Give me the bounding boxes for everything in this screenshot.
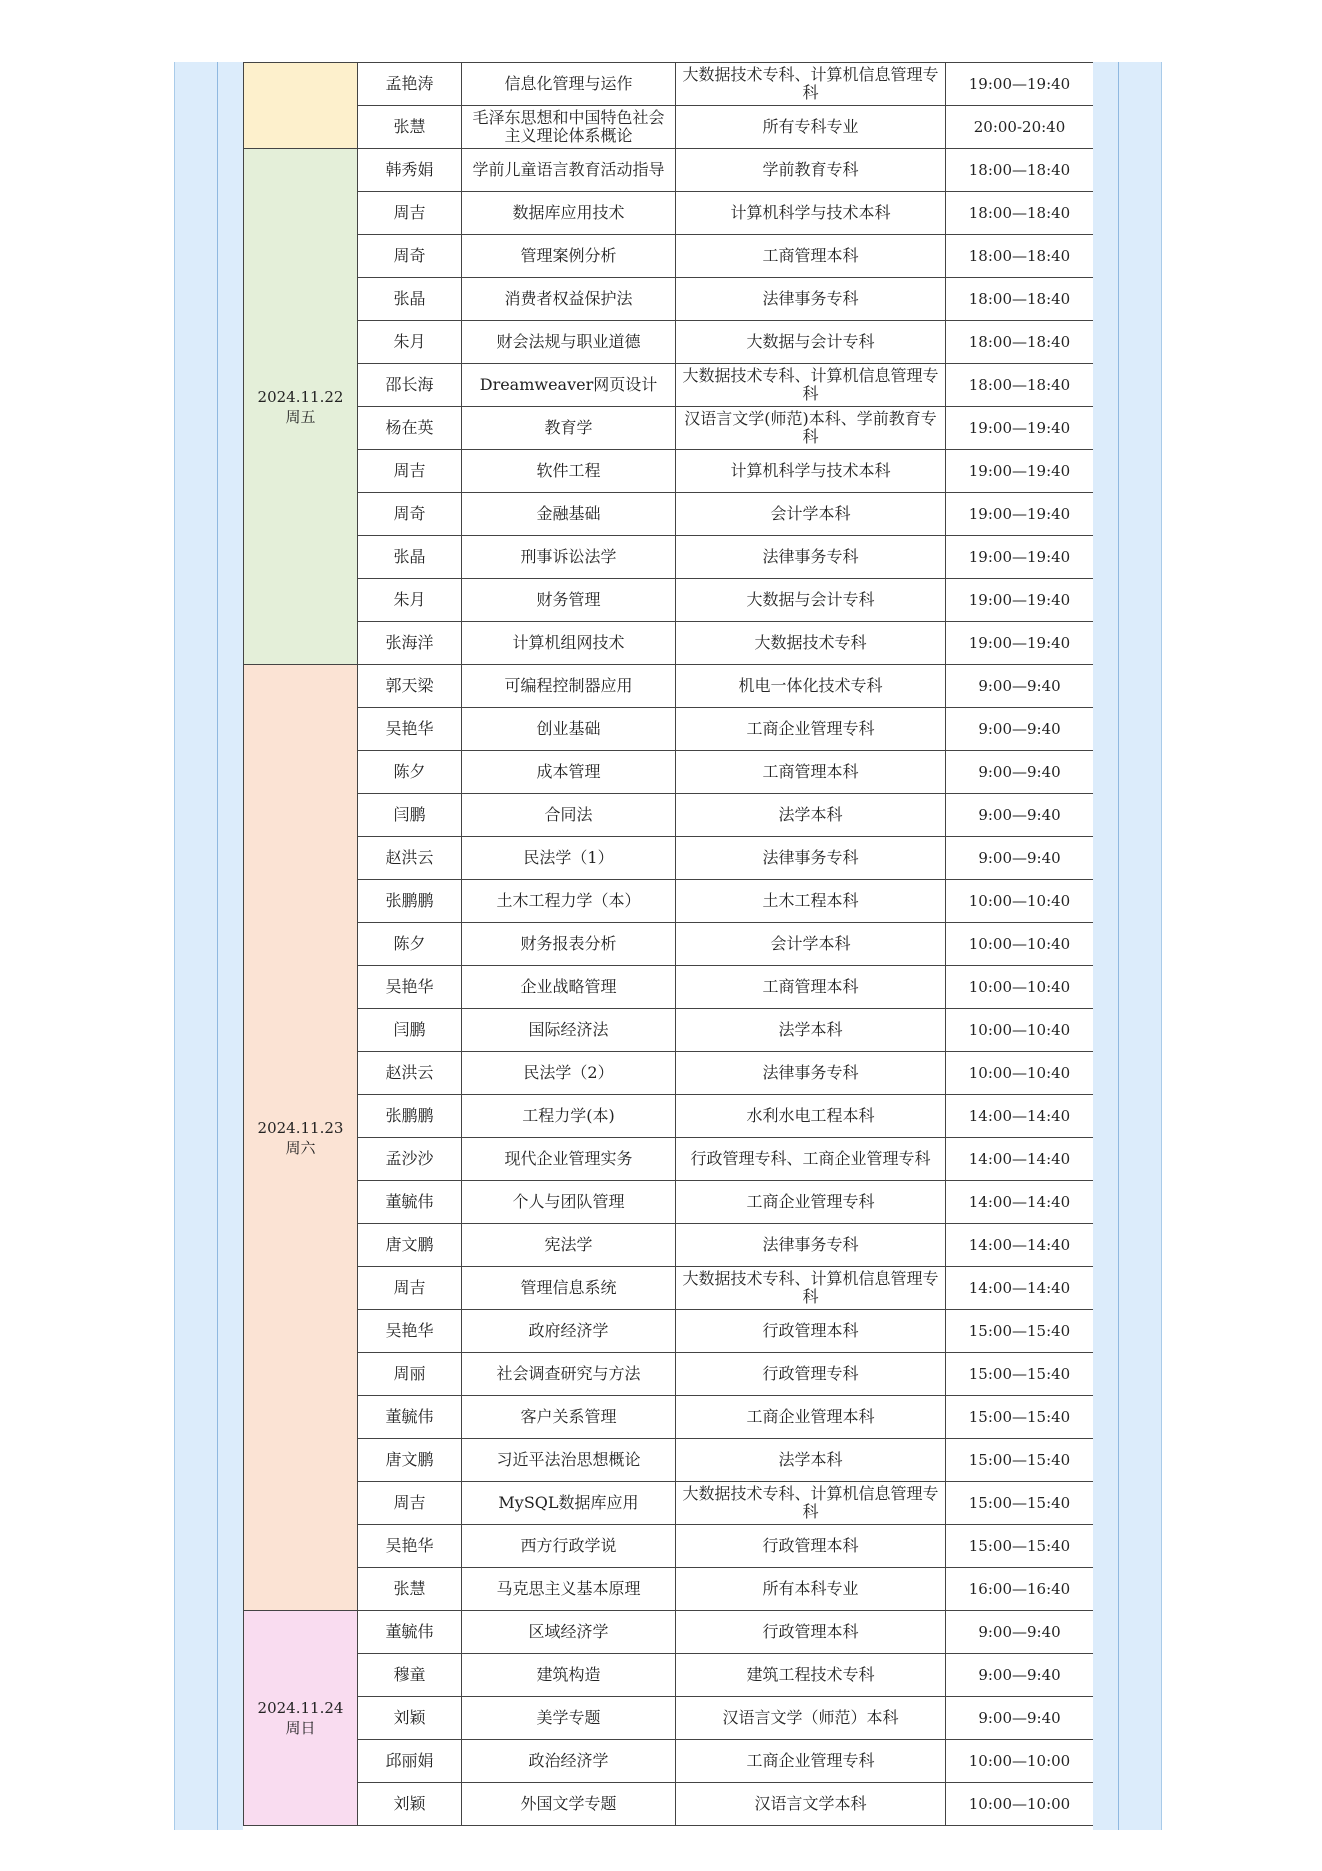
major-cell: 建筑工程技术专科 (676, 1654, 946, 1697)
teacher-cell: 周吉 (358, 450, 462, 493)
time-cell: 19:00—19:40 (946, 63, 1094, 106)
major-cell: 行政管理专科 (676, 1353, 946, 1396)
course-cell: 计算机组网技术 (462, 622, 676, 665)
page-frame (174, 62, 1162, 1830)
major-cell: 工商管理本科 (676, 966, 946, 1009)
course-cell: 民法学（1） (462, 837, 676, 880)
table-row (244, 450, 1094, 493)
course-cell: 区域经济学 (462, 1611, 676, 1654)
course-cell: 学前儿童语言教育活动指导 (462, 149, 676, 192)
major-cell: 法学本科 (676, 1009, 946, 1052)
major-cell: 法律事务专科 (676, 536, 946, 579)
teacher-cell: 韩秀娟 (358, 149, 462, 192)
date-cell (244, 63, 358, 149)
time-cell: 9:00—9:40 (946, 1654, 1094, 1697)
teacher-cell: 陈夕 (358, 751, 462, 794)
teacher-cell: 吴艳华 (358, 708, 462, 751)
teacher-cell: 朱月 (358, 579, 462, 622)
teacher-cell: 周奇 (358, 493, 462, 536)
time-cell: 10:00—10:00 (946, 1740, 1094, 1783)
weekday-text: 周六 (285, 1138, 316, 1157)
time-cell: 14:00—14:40 (946, 1224, 1094, 1267)
major-cell: 行政管理本科 (676, 1310, 946, 1353)
major-cell: 大数据技术专科、计算机信息管理专科 (676, 364, 946, 407)
table-row (244, 1138, 1094, 1181)
table-row (244, 1224, 1094, 1267)
major-cell: 工商企业管理专科 (676, 1181, 946, 1224)
table-row (244, 665, 1094, 708)
teacher-cell: 吴艳华 (358, 1310, 462, 1353)
course-cell: 习近平法治思想概论 (462, 1439, 676, 1482)
teacher-cell: 孟艳涛 (358, 63, 462, 106)
course-cell: 信息化管理与运作 (462, 63, 676, 106)
major-cell: 大数据技术专科、计算机信息管理专科 (676, 1267, 946, 1310)
table-row (244, 751, 1094, 794)
major-cell: 行政管理本科 (676, 1525, 946, 1568)
table-row (244, 1568, 1094, 1611)
major-cell: 工商企业管理本科 (676, 1396, 946, 1439)
course-cell: 建筑构造 (462, 1654, 676, 1697)
teacher-cell: 赵洪云 (358, 1052, 462, 1095)
course-cell: 社会调查研究与方法 (462, 1353, 676, 1396)
course-cell: 企业战略管理 (462, 966, 676, 1009)
table-row (244, 1740, 1094, 1783)
time-cell: 20:00-20:40 (946, 106, 1094, 149)
table-row (244, 1310, 1094, 1353)
teacher-cell: 朱月 (358, 321, 462, 364)
time-cell: 9:00—9:40 (946, 665, 1094, 708)
course-cell: 成本管理 (462, 751, 676, 794)
date-cell (244, 149, 358, 665)
teacher-cell: 邵长海 (358, 364, 462, 407)
time-cell: 19:00—19:40 (946, 493, 1094, 536)
teacher-cell: 周吉 (358, 1267, 462, 1310)
time-cell: 18:00—18:40 (946, 278, 1094, 321)
schedule-sheet (243, 62, 1093, 1830)
time-cell: 19:00—19:40 (946, 407, 1094, 450)
time-cell: 15:00—15:40 (946, 1525, 1094, 1568)
teacher-cell: 孟沙沙 (358, 1138, 462, 1181)
time-cell: 14:00—14:40 (946, 1181, 1094, 1224)
teacher-cell: 董毓伟 (358, 1396, 462, 1439)
table-row (244, 1482, 1094, 1525)
major-cell: 大数据与会计专科 (676, 579, 946, 622)
major-cell: 工商企业管理专科 (676, 1740, 946, 1783)
schedule-table (243, 62, 1093, 1826)
table-row (244, 1439, 1094, 1482)
course-cell: 美学专题 (462, 1697, 676, 1740)
course-cell: 管理信息系统 (462, 1267, 676, 1310)
major-cell: 行政管理本科 (676, 1611, 946, 1654)
table-row (244, 708, 1094, 751)
teacher-cell: 穆童 (358, 1654, 462, 1697)
date-text: 2024.11.24 (257, 1699, 344, 1717)
weekday-text: 周五 (285, 407, 316, 426)
course-cell: 政府经济学 (462, 1310, 676, 1353)
time-cell: 19:00—19:40 (946, 579, 1094, 622)
time-cell: 9:00—9:40 (946, 794, 1094, 837)
course-cell: MySQL数据库应用 (462, 1482, 676, 1525)
course-cell: 客户关系管理 (462, 1396, 676, 1439)
time-cell: 10:00—10:00 (946, 1783, 1094, 1826)
time-cell: 10:00—10:40 (946, 1009, 1094, 1052)
table-row (244, 794, 1094, 837)
teacher-cell: 张鹏鹏 (358, 1095, 462, 1138)
course-cell: 西方行政学说 (462, 1525, 676, 1568)
teacher-cell: 刘颖 (358, 1697, 462, 1740)
time-cell: 14:00—14:40 (946, 1138, 1094, 1181)
major-cell: 汉语言文学（师范）本科 (676, 1697, 946, 1740)
major-cell: 行政管理专科、工商企业管理专科 (676, 1138, 946, 1181)
course-cell: 毛泽东思想和中国特色社会主义理论体系概论 (462, 106, 676, 149)
course-cell: 创业基础 (462, 708, 676, 751)
course-cell: 数据库应用技术 (462, 192, 676, 235)
time-cell: 19:00—19:40 (946, 450, 1094, 493)
teacher-cell: 张鹏鹏 (358, 880, 462, 923)
teacher-cell: 董毓伟 (358, 1611, 462, 1654)
table-row (244, 923, 1094, 966)
time-cell: 18:00—18:40 (946, 149, 1094, 192)
course-cell: 政治经济学 (462, 1740, 676, 1783)
table-row (244, 235, 1094, 278)
teacher-cell: 董毓伟 (358, 1181, 462, 1224)
major-cell: 计算机科学与技术本科 (676, 450, 946, 493)
table-row (244, 622, 1094, 665)
course-cell: 民法学（2） (462, 1052, 676, 1095)
table-row (244, 536, 1094, 579)
table-row (244, 149, 1094, 192)
table-row (244, 1611, 1094, 1654)
table-row (244, 106, 1094, 149)
table-row (244, 1095, 1094, 1138)
teacher-cell: 张晶 (358, 278, 462, 321)
time-cell: 9:00—9:40 (946, 837, 1094, 880)
teacher-cell: 吴艳华 (358, 966, 462, 1009)
teacher-cell: 周奇 (358, 235, 462, 278)
course-cell: 个人与团队管理 (462, 1181, 676, 1224)
date-text: 2024.11.22 (257, 387, 344, 406)
course-cell: 教育学 (462, 407, 676, 450)
major-cell: 法律事务专科 (676, 1052, 946, 1095)
major-cell: 工商管理本科 (676, 751, 946, 794)
table-row (244, 1267, 1094, 1310)
time-cell: 16:00—16:40 (946, 1568, 1094, 1611)
major-cell: 机电一体化技术专科 (676, 665, 946, 708)
time-cell: 9:00—9:40 (946, 708, 1094, 751)
time-cell: 18:00—18:40 (946, 235, 1094, 278)
time-cell: 14:00—14:40 (946, 1267, 1094, 1310)
table-row (244, 192, 1094, 235)
teacher-cell: 闫鹏 (358, 794, 462, 837)
time-cell: 18:00—18:40 (946, 192, 1094, 235)
date-cell (244, 665, 358, 1611)
course-cell: 财会法规与职业道德 (462, 321, 676, 364)
table-row (244, 493, 1094, 536)
time-cell: 10:00—10:40 (946, 880, 1094, 923)
teacher-cell: 唐文鹏 (358, 1224, 462, 1267)
course-cell: 财务管理 (462, 579, 676, 622)
teacher-cell: 张晶 (358, 536, 462, 579)
course-cell: 可编程控制器应用 (462, 665, 676, 708)
course-cell: 合同法 (462, 794, 676, 837)
table-row (244, 1353, 1094, 1396)
major-cell: 所有专科专业 (676, 106, 946, 149)
time-cell: 19:00—19:40 (946, 536, 1094, 579)
major-cell: 水利水电工程本科 (676, 1095, 946, 1138)
table-row (244, 1654, 1094, 1697)
course-cell: 管理案例分析 (462, 235, 676, 278)
time-cell: 18:00—18:40 (946, 321, 1094, 364)
teacher-cell: 张慧 (358, 106, 462, 149)
teacher-cell: 赵洪云 (358, 837, 462, 880)
time-cell: 15:00—15:40 (946, 1439, 1094, 1482)
date-cell (244, 1611, 358, 1826)
course-cell: 财务报表分析 (462, 923, 676, 966)
teacher-cell: 杨在英 (358, 407, 462, 450)
time-cell: 9:00—9:40 (946, 751, 1094, 794)
teacher-cell: 周丽 (358, 1353, 462, 1396)
course-cell: 金融基础 (462, 493, 676, 536)
teacher-cell: 周吉 (358, 192, 462, 235)
teacher-cell: 唐文鹏 (358, 1439, 462, 1482)
time-cell: 15:00—15:40 (946, 1482, 1094, 1525)
course-cell: 土木工程力学（本） (462, 880, 676, 923)
major-cell: 工商企业管理专科 (676, 708, 946, 751)
table-row (244, 63, 1094, 106)
table-row (244, 1697, 1094, 1740)
table-row (244, 364, 1094, 407)
major-cell: 会计学本科 (676, 923, 946, 966)
table-row (244, 278, 1094, 321)
teacher-cell: 吴艳华 (358, 1525, 462, 1568)
course-cell: 消费者权益保护法 (462, 278, 676, 321)
major-cell: 汉语言文学(师范)本科、学前教育专科 (676, 407, 946, 450)
major-cell: 所有本科专业 (676, 1568, 946, 1611)
teacher-cell: 周吉 (358, 1482, 462, 1525)
major-cell: 汉语言文学本科 (676, 1783, 946, 1826)
table-row (244, 1009, 1094, 1052)
table-row (244, 880, 1094, 923)
table-row (244, 1181, 1094, 1224)
major-cell: 大数据技术专科、计算机信息管理专科 (676, 1482, 946, 1525)
course-cell: 软件工程 (462, 450, 676, 493)
table-row (244, 1783, 1094, 1826)
course-cell: 国际经济法 (462, 1009, 676, 1052)
teacher-cell: 闫鹏 (358, 1009, 462, 1052)
time-cell: 9:00—9:40 (946, 1611, 1094, 1654)
time-cell: 14:00—14:40 (946, 1095, 1094, 1138)
time-cell: 15:00—15:40 (946, 1353, 1094, 1396)
time-cell: 10:00—10:40 (946, 1052, 1094, 1095)
teacher-cell: 邱丽娟 (358, 1740, 462, 1783)
course-cell: Dreamweaver网页设计 (462, 364, 676, 407)
course-cell: 外国文学专题 (462, 1783, 676, 1826)
table-row (244, 321, 1094, 364)
major-cell: 法律事务专科 (676, 837, 946, 880)
table-row (244, 1525, 1094, 1568)
time-cell: 10:00—10:40 (946, 923, 1094, 966)
major-cell: 法学本科 (676, 1439, 946, 1482)
course-cell: 现代企业管理实务 (462, 1138, 676, 1181)
major-cell: 会计学本科 (676, 493, 946, 536)
course-cell: 马克思主义基本原理 (462, 1568, 676, 1611)
time-cell: 10:00—10:40 (946, 966, 1094, 1009)
time-cell: 19:00—19:40 (946, 622, 1094, 665)
teacher-cell: 张海洋 (358, 622, 462, 665)
major-cell: 大数据技术专科、计算机信息管理专科 (676, 63, 946, 106)
time-cell: 18:00—18:40 (946, 364, 1094, 407)
major-cell: 大数据技术专科 (676, 622, 946, 665)
table-row (244, 837, 1094, 880)
table-row (244, 1396, 1094, 1439)
time-cell: 15:00—15:40 (946, 1396, 1094, 1439)
major-cell: 计算机科学与技术本科 (676, 192, 946, 235)
table-row (244, 966, 1094, 1009)
major-cell: 法学本科 (676, 794, 946, 837)
major-cell: 工商管理本科 (676, 235, 946, 278)
major-cell: 土木工程本科 (676, 880, 946, 923)
course-cell: 宪法学 (462, 1224, 676, 1267)
teacher-cell: 张慧 (358, 1568, 462, 1611)
major-cell: 法律事务专科 (676, 1224, 946, 1267)
table-row (244, 407, 1094, 450)
major-cell: 学前教育专科 (676, 149, 946, 192)
time-cell: 15:00—15:40 (946, 1310, 1094, 1353)
major-cell: 法律事务专科 (676, 278, 946, 321)
table-row (244, 1052, 1094, 1095)
table-row (244, 579, 1094, 622)
teacher-cell: 刘颖 (358, 1783, 462, 1826)
time-cell: 9:00—9:40 (946, 1697, 1094, 1740)
teacher-cell: 陈夕 (358, 923, 462, 966)
teacher-cell: 郭天梁 (358, 665, 462, 708)
course-cell: 刑事诉讼法学 (462, 536, 676, 579)
weekday-text: 周日 (285, 1719, 316, 1737)
major-cell: 大数据与会计专科 (676, 321, 946, 364)
course-cell: 工程力学(本) (462, 1095, 676, 1138)
date-text: 2024.11.23 (257, 1118, 344, 1137)
